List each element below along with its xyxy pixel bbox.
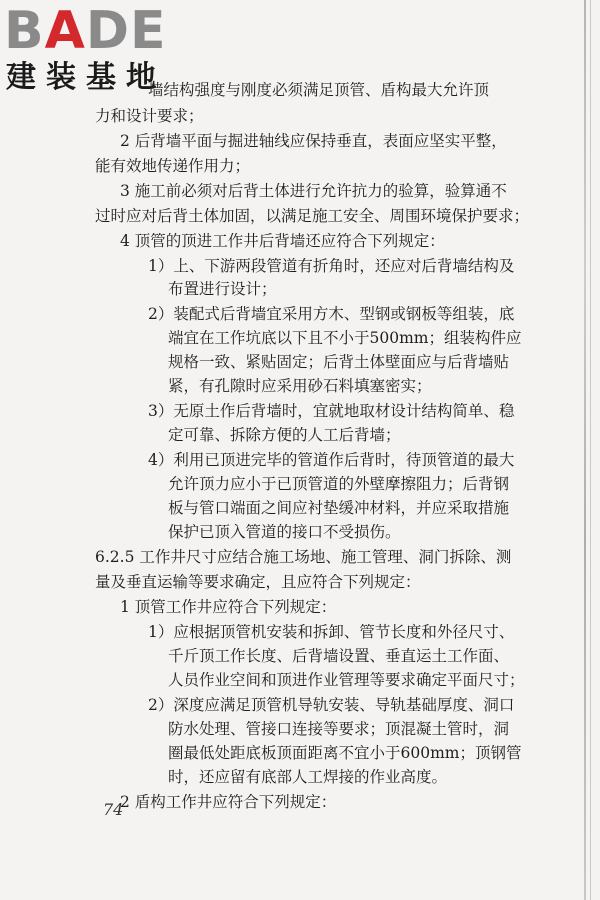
text-line: 过时应对后背土体加固，以满足施工安全、周围环境保护要求； [95, 207, 530, 225]
text-line: 力和设计要求； [95, 107, 204, 125]
text-line: 1）应根据顶管机安装和拆卸、管节长度和外径尺寸、 [148, 623, 515, 641]
text-line: 3 施工前必须对后背土体进行允许抗力的验算，验算通不 [120, 182, 507, 200]
text-line: 1 顶管工作井应符合下列规定： [120, 598, 337, 616]
text-line: 2 盾构工作井应符合下列规定： [120, 793, 337, 811]
text-line: 3）无原土作后背墙时，宜就地取材设计结构简单、稳 [148, 402, 515, 420]
text-line: 4 顶管的顶进工作井后背墙还应符合下列规定： [120, 232, 445, 250]
text-line: 紧，有孔隙时应采用砂石料填塞密实； [168, 377, 432, 395]
text-line: 板与管口端面之间应衬垫缓冲材料，并应采取措施 [168, 499, 510, 517]
text-line: 4）利用已顶进完毕的管道作后背时，待顶管道的最大 [148, 451, 515, 469]
page-edge-shadow [584, 0, 586, 900]
text-line: 能有效地传递作用力； [95, 157, 251, 175]
text-line: 千斤顶工作长度、后背墙设置、垂直运土工作面、 [168, 647, 510, 665]
page-number: 74 [103, 800, 124, 819]
text-line: 2）装配式后背墙宜采用方木、型钢或钢板等组装，底 [148, 305, 515, 323]
text-line: 2 后背墙平面与掘进轴线应保持垂直，表面应坚实平整， [120, 132, 507, 150]
logo-subtitle: 建装基地 [6, 60, 166, 95]
text-line: 允许顶力应小于已顶管道的外壁摩擦阻力；后背钢 [168, 475, 510, 493]
text-line: 墙结构强度与刚度必须满足顶管、盾构最大允许顶 [148, 81, 490, 99]
text-line: 定可靠、拆除方便的人工后背墙； [168, 426, 401, 444]
logo-wordmark: BADE [4, 1, 167, 61]
text-line: 时，还应留有底部人工焊接的作业高度。 [168, 768, 448, 786]
text-line: 圈最低处距底板顶面距离不宜小于600mm；顶钢管 [168, 744, 522, 762]
text-line: 布置进行设计； [168, 280, 277, 298]
text-line: 人员作业空间和顶进作业管理等要求确定平面尺寸； [168, 671, 525, 689]
text-line: 保护已顶入管道的接口不受损伤。 [168, 523, 401, 541]
text-line: 量及垂直运输等要求确定，且应符合下列规定： [95, 573, 421, 591]
text-line: 端宜在工作坑底以下且不小于500mm；组装构件应 [168, 329, 522, 347]
text-line: 1）上、下游两段管道有折角时，还应对后背墙结构及 [148, 257, 515, 275]
text-line: 规格一致、紧贴固定；后背土体壁面应与后背墙贴 [168, 353, 510, 371]
text-line: 6.2.5 工作井尺寸应结合施工场地、施工管理、洞门拆除、测 [95, 548, 512, 566]
page-edge-line [590, 0, 591, 900]
text-line: 2）深度应满足顶管机导轨安装、导轨基础厚度、洞口 [148, 696, 515, 714]
text-line: 防水处理、管接口连接等要求；顶混凝土管时，洞 [168, 720, 510, 738]
